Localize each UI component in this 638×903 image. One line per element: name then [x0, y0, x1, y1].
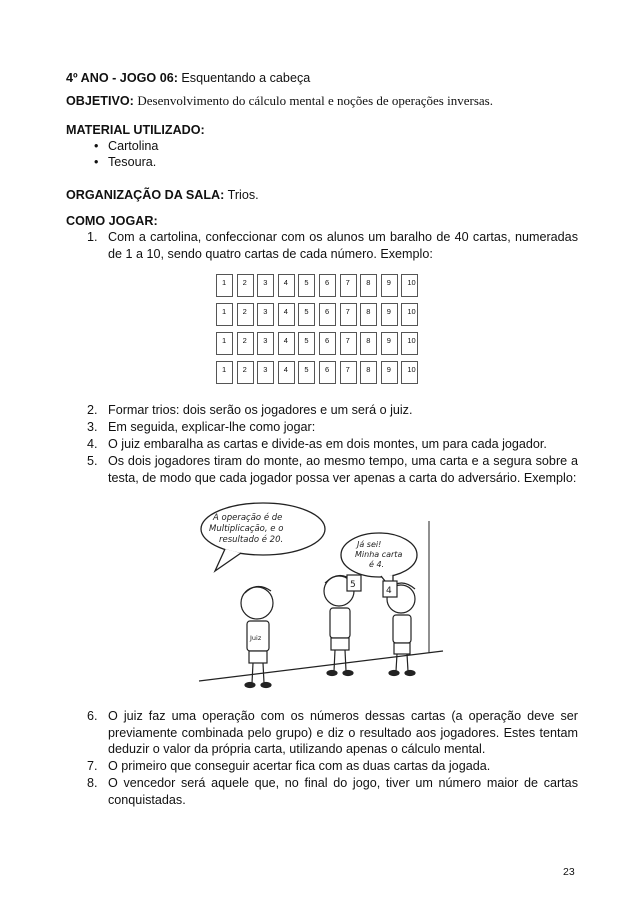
player-figure-2: [383, 581, 415, 676]
objective: [66, 93, 493, 109]
number-card: 10: [401, 361, 418, 384]
how-to-play-label-text: COMO JOGAR:: [66, 214, 158, 228]
step-number: 5.: [87, 454, 98, 468]
material-label-text: MATERIAL UTILIZADO:: [66, 123, 205, 137]
number-card: 1: [216, 303, 233, 326]
number-card: 6: [319, 361, 336, 384]
objective-text: Desenvolvimento do cálculo mental e noções de operações inversas.: [137, 93, 493, 108]
step-text: Os dois jogadores tiram do monte, ao mesmo tempo, uma carta e a segura sobre a testa, de modo que cada jogador possa ver apenas a carta do adversário. Exemplo:: [108, 454, 578, 485]
card-on-forehead-2: 4: [386, 586, 392, 596]
organization-label: ORGANIZAÇÃO DA SALA:: [66, 188, 225, 202]
number-card: 4: [278, 361, 295, 384]
step-number: 7.: [87, 759, 98, 773]
number-card: 7: [340, 303, 357, 326]
bubble-left-line-1: A operação é de: [213, 513, 283, 523]
number-card: 9: [381, 361, 398, 384]
player-figure-1: [324, 575, 361, 676]
how-to-play-label: [66, 213, 158, 229]
step-number: 2.: [87, 403, 98, 417]
bubble-right-line-1: Já sei!: [357, 540, 382, 549]
number-card: 9: [381, 332, 398, 355]
number-card: 5: [298, 361, 315, 384]
step-number: 8.: [87, 776, 98, 790]
number-card: 2: [237, 361, 254, 384]
number-card: 6: [319, 274, 336, 297]
organization-text: Trios.: [227, 188, 259, 202]
number-card: 10: [401, 274, 418, 297]
number-card: 8: [360, 274, 377, 297]
number-card: 1: [216, 274, 233, 297]
number-card: 4: [278, 274, 295, 297]
number-card: 9: [381, 303, 398, 326]
number-card: 2: [237, 303, 254, 326]
step-text: O primeiro que conseguir acertar fica com as duas cartas da jogada.: [108, 759, 491, 773]
number-card: 7: [340, 361, 357, 384]
number-card: 10: [401, 332, 418, 355]
number-card: 6: [319, 303, 336, 326]
step-text: Formar trios: dois serão os jogadores e um será o juiz.: [108, 403, 413, 417]
comic-illustration: [197, 501, 445, 696]
number-card: 8: [360, 332, 377, 355]
number-card: 8: [360, 361, 377, 384]
game-title-bold: 4º ANO - JOGO 06:: [66, 71, 178, 85]
step-text: O juiz faz uma operação com os números dessas cartas (a operação deve ser previamente combinada pelo grupo) e diz o resultado aos jogadores. Estes tentam deduzir o valor da própria carta, utilizando apenas o cálculo mental.: [108, 709, 578, 756]
step-text: Com a cartolina, confeccionar com os alunos um baralho de 40 cartas, numeradas de 1 a 10, sendo quatro cartas de cada número. Exemplo:: [108, 230, 578, 261]
number-card: 2: [237, 274, 254, 297]
card-on-forehead-1: 5: [350, 580, 356, 590]
number-card: 6: [319, 332, 336, 355]
step-number: 3.: [87, 420, 98, 434]
bullet-icon: •: [94, 139, 99, 153]
step-number: 6.: [87, 709, 98, 723]
step-text: O vencedor será aquele que, no final do jogo, tiver um número maior de cartas conquistadas.: [108, 776, 578, 807]
number-card: 5: [298, 274, 315, 297]
objective-label: OBJETIVO:: [66, 94, 134, 108]
material-label: [66, 122, 205, 138]
step-number: 4.: [87, 437, 98, 451]
number-card: 7: [340, 274, 357, 297]
number-card: 1: [216, 332, 233, 355]
number-card: 3: [257, 274, 274, 297]
number-card: 3: [257, 361, 274, 384]
bubble-right-line-2: Minha carta: [355, 550, 403, 559]
step-text: Em seguida, explicar-lhe como jogar:: [108, 420, 316, 434]
game-title: [66, 70, 310, 86]
number-card: 1: [216, 361, 233, 384]
number-card: 7: [340, 332, 357, 355]
material-item: Tesoura.: [108, 155, 157, 169]
bubble-left-line-2: Multiplicação, e o: [209, 524, 284, 534]
number-card: 5: [298, 303, 315, 326]
number-card: 5: [298, 332, 315, 355]
judge-shirt-label: Juiz: [250, 634, 262, 642]
number-card: 10: [401, 303, 418, 326]
bullet-icon: •: [94, 155, 99, 169]
bubble-right-line-3: é 4.: [369, 560, 385, 569]
page-number: 23: [563, 866, 575, 878]
step-number: 1.: [87, 230, 98, 244]
number-card: 3: [257, 332, 274, 355]
number-card: 9: [381, 274, 398, 297]
organization: [66, 187, 259, 203]
step-text: O juiz embaralha as cartas e divide-as em dois montes, um para cada jogador.: [108, 437, 547, 451]
number-card: 4: [278, 303, 295, 326]
number-card: 8: [360, 303, 377, 326]
number-card: 2: [237, 332, 254, 355]
material-item: Cartolina: [108, 139, 159, 153]
number-card: 4: [278, 332, 295, 355]
bubble-left-line-3: resultado é 20.: [219, 535, 284, 545]
cards-example-grid: [214, 272, 422, 386]
game-title-text: Esquentando a cabeça: [181, 71, 311, 85]
number-card: 3: [257, 303, 274, 326]
